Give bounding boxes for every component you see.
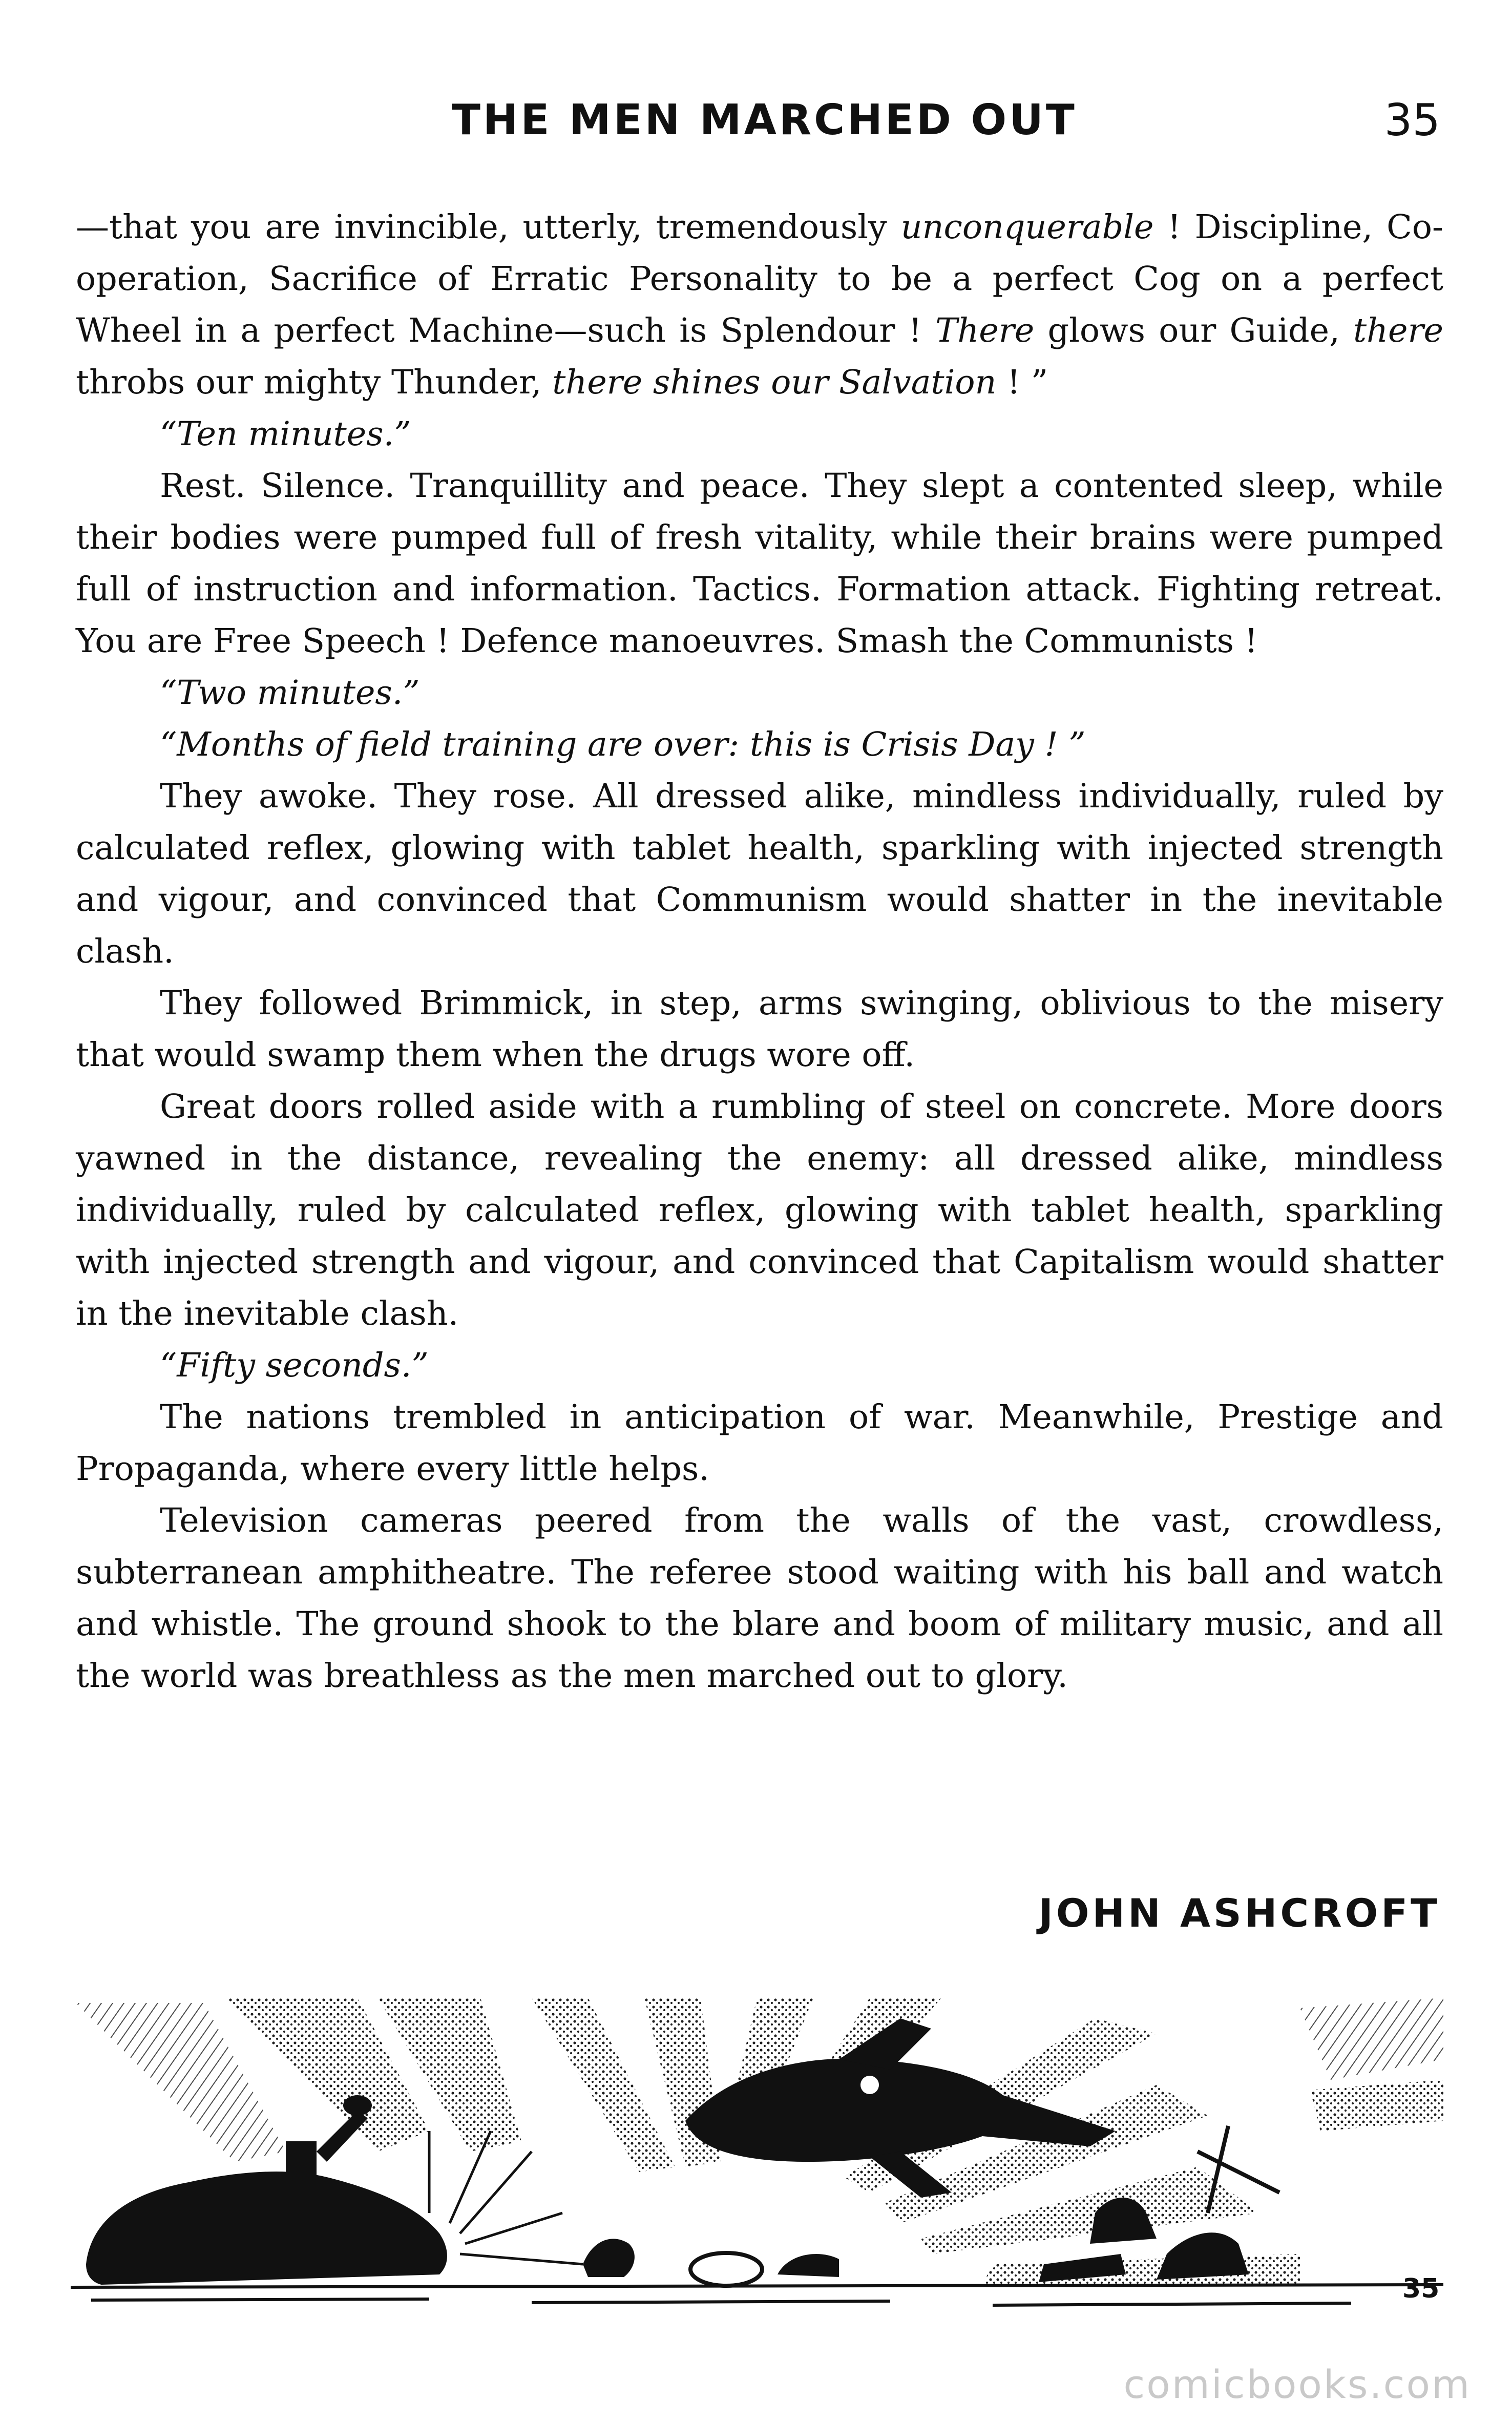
running-head bbox=[0, 87, 1512, 154]
story-paragraph bbox=[76, 460, 1443, 667]
author-signature: JOHN ASHCROFT bbox=[1038, 1890, 1440, 1936]
battle-scene-illustration bbox=[71, 1998, 1443, 2315]
explosion-lines bbox=[429, 2131, 583, 2264]
story-paragraph bbox=[76, 408, 1443, 460]
text-run: They followed Brimmick, in step, arms swinging, oblivious to the misery that would swamp them when the drugs wore off. bbox=[76, 984, 1443, 1074]
italic-phrase: There bbox=[935, 311, 1035, 350]
story-paragraph bbox=[76, 1081, 1443, 1340]
text-run: —that you are invincible, utterly, tremendously bbox=[76, 208, 901, 246]
page-number: 35 bbox=[1384, 95, 1440, 146]
text-run: “Two minutes.” bbox=[160, 674, 420, 712]
site-watermark: comicbooks.com bbox=[1123, 2362, 1471, 2407]
text-run: ! ” bbox=[996, 363, 1048, 402]
text-run: ! Discipline, Co-operation, Sacrifice of Erratic Personality to be a perfect Cog on a perfect Wheel in a perfect Machine—such is Splendour ! bbox=[76, 208, 1443, 350]
text-run: Rest. Silence. Tranquillity and peace. They slept a contented sleep, while their bodies were pumped full of fresh vitality, while their brains were pumped full of instruction and information. Tactics. Formation attack. Fighting retreat. You are Free Speech ! Defence manoeuvres. Smash the Communists ! bbox=[76, 467, 1443, 660]
running-title: THE MEN MARCHED OUT bbox=[452, 96, 1077, 144]
story-paragraph bbox=[76, 1495, 1443, 1702]
italic-phrase: there bbox=[1353, 311, 1443, 350]
story-text bbox=[76, 201, 1443, 1702]
story-paragraph bbox=[76, 770, 1443, 977]
text-run: The nations trembled in anticipation of war. Meanwhile, Prestige and Propaganda, where every little helps. bbox=[76, 1398, 1443, 1488]
text-run: They awoke. They rose. All dressed alike, mindless individually, ruled by calculated reflex, glowing with tablet health, sparkling with injected strength and vigour, and convinced that Communism would shatter in the inevitable clash. bbox=[76, 777, 1443, 971]
italic-phrase: unconquerable bbox=[900, 208, 1154, 246]
story-paragraph bbox=[76, 719, 1443, 770]
story-paragraph bbox=[76, 1391, 1443, 1495]
text-run: throbs our mighty Thunder, bbox=[76, 363, 553, 402]
story-paragraph bbox=[76, 977, 1443, 1081]
story-paragraph bbox=[76, 201, 1443, 408]
ground-lines bbox=[71, 2285, 1443, 2305]
text-run: “Fifty seconds.” bbox=[160, 1346, 429, 1385]
text-run: Television cameras peered from the walls of the vast, crowdless, subterranean amphitheatre. The referee stood waiting with his ball and watch and whistle. The ground shook to the blare and boom of military music, and all the world was breathless as the men marched out to glory. bbox=[76, 1501, 1443, 1695]
text-run: “Ten minutes.” bbox=[160, 415, 411, 453]
text-run: “Months of field training are over: this is Crisis Day ! ” bbox=[160, 725, 1086, 764]
story-paragraph bbox=[76, 1340, 1443, 1391]
text-run: glows our Guide, bbox=[1034, 311, 1353, 350]
italic-phrase: there shines our Salvation bbox=[552, 363, 997, 402]
story-paragraph bbox=[76, 667, 1443, 719]
text-run: Great doors rolled aside with a rumbling of steel on concrete. More doors yawned in the distance, revealing the enemy: all dressed alike, mindless individually, ruled by calculated reflex, glowing with tablet health, sparkling with injected strength and vigour, and convinced that Capitalism would shatter in the inevitable clash. bbox=[76, 1088, 1443, 1333]
illustration-mark: 35 bbox=[1402, 2273, 1440, 2304]
